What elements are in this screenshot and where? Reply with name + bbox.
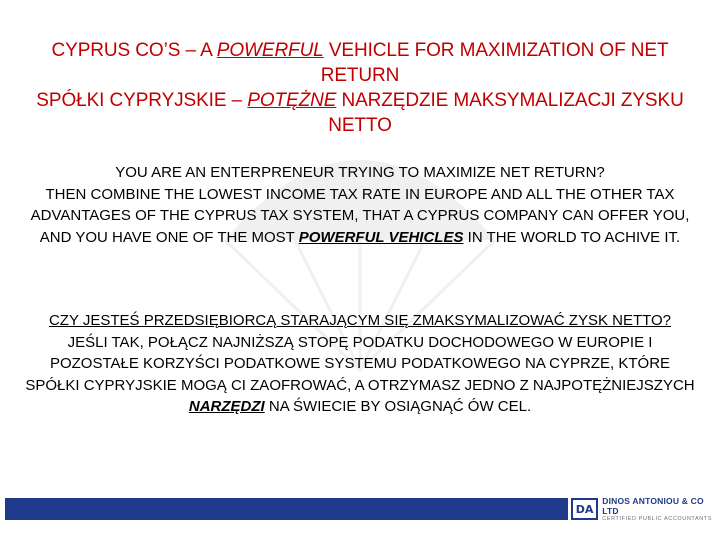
- title-polish: SPÓŁKI CYPRYJSKIE – POTĘŻNE NARZĘDZIE MAKSYMALIZACJI ZYSKU NETTO: [36, 90, 684, 136]
- english-emphasis: POWERFUL VEHICLES: [298, 228, 464, 246]
- polish-question: CZY JESTEŚ PRZEDSIĘBIORCĄ STARAJĄCYM SIĘ ZMAKSYMALIZOWAĆ ZYSK NETTO?: [48, 312, 672, 329]
- english-question: YOU ARE AN ENTERPRENEUR TRYING TO MAXIMIZE NET RETURN?: [115, 164, 605, 181]
- polish-paragraph: [22, 310, 698, 418]
- footer-bar: [5, 498, 568, 520]
- english-paragraph: [22, 162, 698, 248]
- logo-text: [602, 496, 719, 523]
- polish-body: JEŚLI TAK, POŁĄCZ NAJNIŻSZĄ STOPĘ PODATKU DOCHODOWEGO W EUROPIE I POZOSTAŁE KORZYŚCI PODATKOWE SYSTEMU PODATKOWEGO NA CYPRZE, KTÓRE SPÓŁKI CYPRYJSKIE MOGĄ CI ZAOFROWAĆ, A OTRZYMASZ JEDNO Z NAJPOTĘŻNIEJSZYCH NARZĘDZI NA ŚWIECIE BY OSIĄGNĄĆ ÓW CEL.: [25, 333, 695, 415]
- title-english: CYPRUS CO’S – A POWERFUL VEHICLE FOR MAXIMIZATION OF NET RETURN: [51, 40, 669, 86]
- logo-mark-icon: DA: [571, 498, 598, 520]
- company-tagline: CERTIFIED PUBLIC ACCOUNTANTS: [602, 515, 713, 522]
- company-logo: [571, 497, 719, 521]
- company-name: DINOS ANTONIOU & CO LTD: [602, 495, 704, 516]
- slide-title: [20, 38, 700, 138]
- english-body: THEN COMBINE THE LOWEST INCOME TAX RATE IN EUROPE AND ALL THE OTHER TAX ADVANTAGES OF THE CYPRUS TAX SYSTEM, THAT A CYPRUS COMPANY CAN OFFER YOU, AND YOU HAVE ONE OF THE MOST POWERFUL VEHICLES IN THE WORLD TO ACHIVE IT.: [30, 185, 690, 246]
- polish-emphasis: NARZĘDZI: [188, 398, 265, 415]
